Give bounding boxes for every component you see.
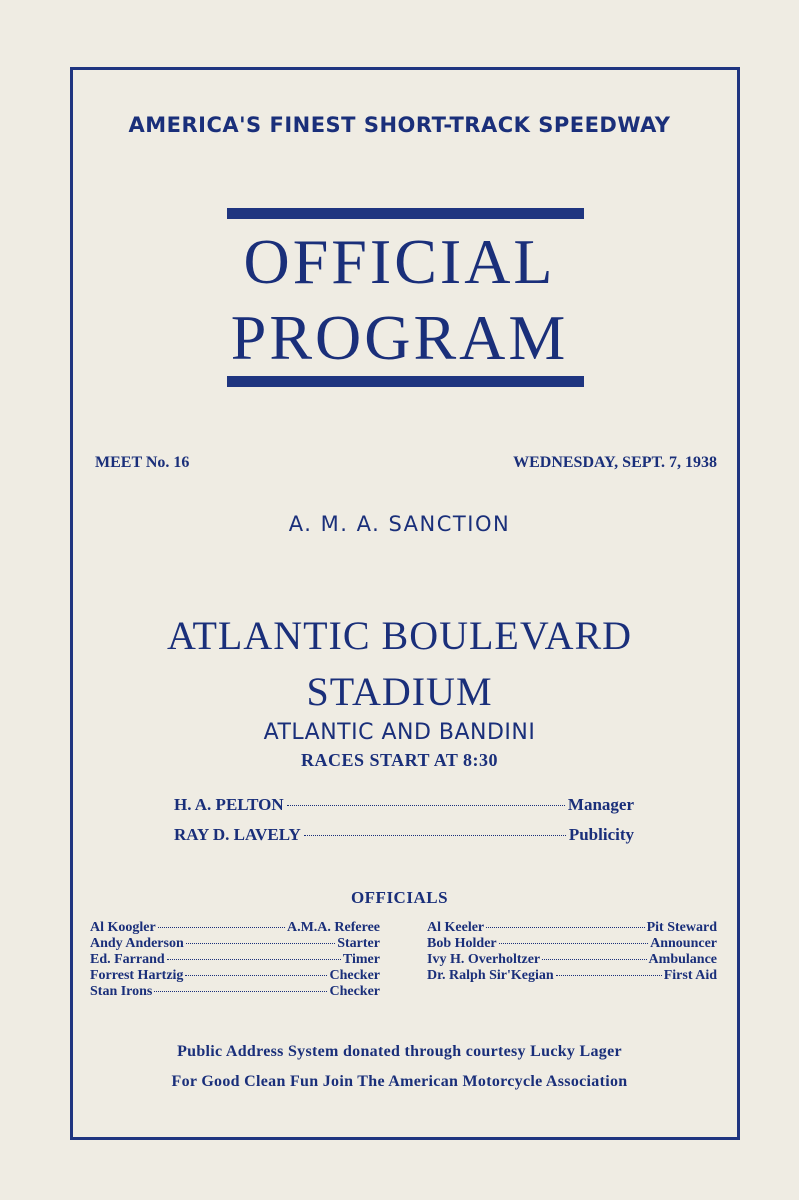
official-role: Timer (342, 952, 380, 967)
title-rule-bottom (227, 376, 584, 387)
official-row (427, 920, 717, 936)
leader-dots (486, 927, 644, 928)
staff-role: Publicity (568, 825, 634, 844)
leader-dots (499, 943, 648, 944)
leader-dots (556, 975, 662, 976)
official-row (90, 952, 380, 968)
officials-right-column (427, 920, 717, 984)
official-row (90, 968, 380, 984)
official-name: Al Keeler (427, 920, 485, 935)
address: ATLANTIC AND BANDINI (263, 720, 536, 745)
official-row (90, 920, 380, 936)
official-role: Announcer (650, 936, 717, 951)
official-role: Pit Steward (646, 920, 717, 935)
title-rule-top (227, 208, 584, 219)
official-row (427, 968, 717, 984)
stadium-line-2: STADIUM (306, 669, 493, 714)
official-name: Stan Irons (90, 984, 153, 999)
stadium-line-1: ATLANTIC BOULEVARD (166, 613, 633, 658)
official-name: Forrest Hartzig (90, 968, 184, 983)
leader-dots (186, 943, 335, 944)
leader-dots (154, 991, 327, 992)
official-name: Dr. Ralph Sir'Kegian (427, 968, 554, 983)
staff-name: H. A. PELTON (174, 795, 284, 814)
official-role: A.M.A. Referee (286, 920, 380, 935)
officials-left-column (90, 920, 380, 1000)
official-name: Bob Holder (427, 936, 497, 951)
stadium-name (0, 608, 799, 720)
official-name: Ivy H. Overholtzer (427, 952, 541, 967)
staff-row (174, 795, 634, 815)
official-role: Checker (329, 968, 380, 983)
tagline: AMERICA'S FINEST SHORT-TRACK SPEEDWAY (128, 113, 671, 137)
official-row (427, 936, 717, 952)
official-role: Starter (337, 936, 380, 951)
sanction: A. M. A. SANCTION (288, 512, 511, 536)
official-name: Al Koogler (90, 920, 156, 935)
leader-dots (185, 975, 327, 976)
leader-dots (167, 959, 341, 960)
official-row (90, 984, 380, 1000)
leader-dots (158, 927, 285, 928)
event-date: WEDNESDAY, SEPT. 7, 1938 (513, 454, 717, 471)
races-start: RACES START AT 8:30 (300, 750, 499, 770)
title-program: PROGRAM (230, 302, 569, 373)
meet-number: MEET No. 16 (95, 454, 190, 471)
staff-role: Manager (567, 795, 634, 814)
official-role: Ambulance (648, 952, 717, 967)
title-official: OFFICIAL (243, 226, 556, 297)
official-role: First Aid (663, 968, 717, 983)
footer-line-1: Public Address System donated through courtesy Lucky Lager (177, 1043, 622, 1060)
footer-line-2: For Good Clean Fun Join The American Motorcycle Association (171, 1073, 628, 1090)
official-role: Checker (329, 984, 380, 999)
official-row (90, 936, 380, 952)
official-name: Andy Anderson (90, 936, 184, 951)
leader-dots (304, 835, 566, 836)
leader-dots (542, 959, 646, 960)
staff-name: RAY D. LAVELY (174, 825, 301, 844)
staff-row (174, 825, 634, 845)
official-row (427, 952, 717, 968)
leader-dots (287, 805, 565, 806)
officials-heading: OFFICIALS (350, 888, 449, 907)
official-name: Ed. Farrand (90, 952, 165, 967)
